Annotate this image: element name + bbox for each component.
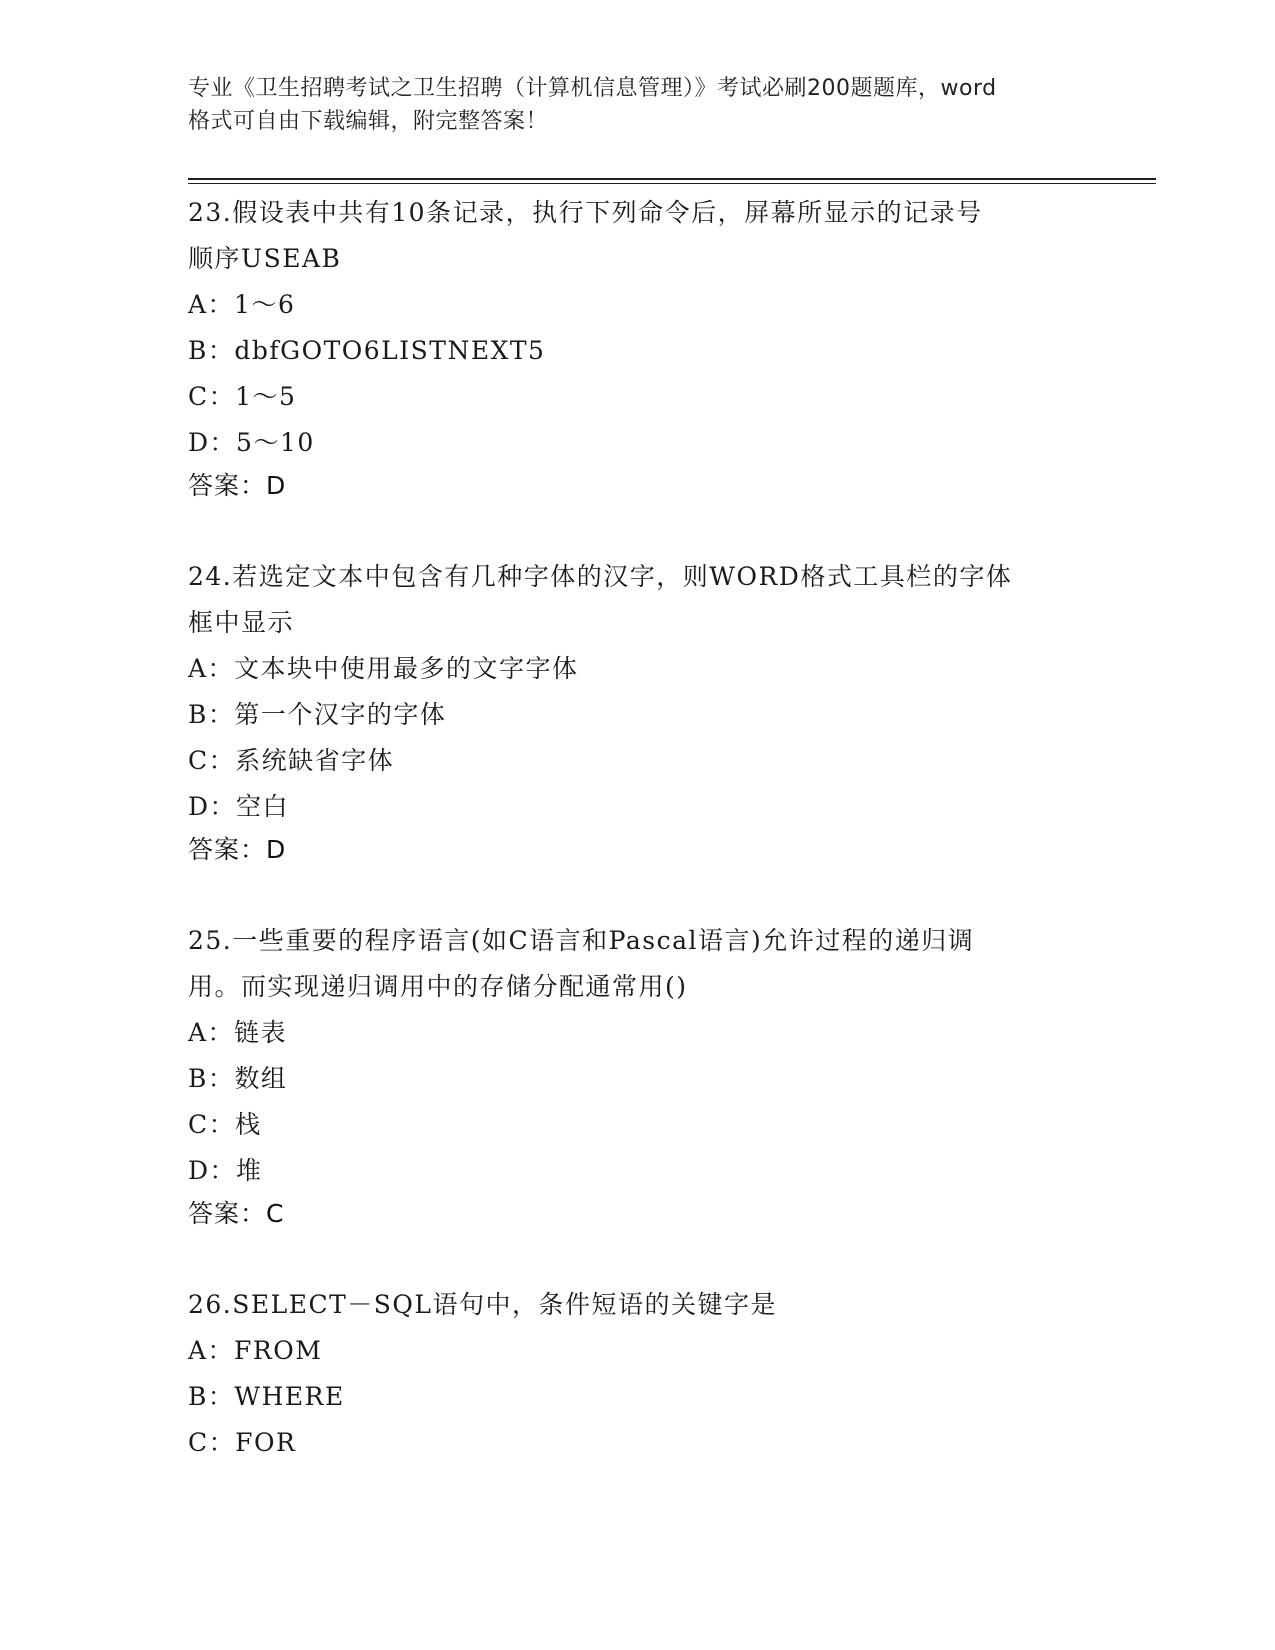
header-divider-thick <box>188 178 1156 180</box>
option-d: D：堆 <box>188 1156 263 1185</box>
question-stem-line-1: 23.假设表中共有10条记录，执行下列命令后，屏幕所显示的记录号 <box>188 198 983 227</box>
question-stem-line-2: 顺序USEAB <box>188 244 342 273</box>
option-a: A：FROM <box>188 1336 323 1365</box>
question-23 <box>188 190 1088 506</box>
question-24 <box>188 554 1088 870</box>
option-b: B：WHERE <box>188 1382 345 1411</box>
question-stem-line-1: 25.一些重要的程序语言(如C语言和Pascal语言)允许过程的递归调 <box>188 926 975 955</box>
option-d: D：空白 <box>188 792 290 821</box>
option-c: C：系统缺省字体 <box>188 746 395 775</box>
question-26 <box>188 1282 1088 1466</box>
option-c: C：FOR <box>188 1428 297 1457</box>
question-stem-line-1: 24.若选定文本中包含有几种字体的汉字，则WORD格式工具栏的字体 <box>188 562 1013 591</box>
question-list <box>188 190 1088 1514</box>
header-line-2: 格式可自由下载编辑，附完整答案！ <box>188 109 549 134</box>
option-b: B：第一个汉字的字体 <box>188 700 447 729</box>
option-d: D：5～10 <box>188 428 315 457</box>
answer-line: 答案：C <box>188 1199 285 1228</box>
option-a: A：文本块中使用最多的文字字体 <box>188 654 579 683</box>
option-c: C：1～5 <box>188 382 297 411</box>
option-b: B：dbfGOTO6LISTNEXT5 <box>188 336 546 365</box>
question-25 <box>188 918 1088 1234</box>
option-a: A：链表 <box>188 1018 288 1047</box>
question-stem-line-2: 框中显示 <box>188 608 295 637</box>
question-stem-line-2: 用。而实现递归调用中的存储分配通常用() <box>188 972 688 1001</box>
header-line-1: 专业《卫生招聘考试之卫生招聘（计算机信息管理）》考试必刷200题题库，word <box>188 76 997 101</box>
question-stem-line-1: 26.SELECT－SQL语句中，条件短语的关键字是 <box>188 1290 778 1319</box>
document-header <box>188 72 1108 138</box>
answer-line: 答案：D <box>188 835 287 864</box>
answer-line: 答案：D <box>188 471 287 500</box>
option-c: C：栈 <box>188 1110 262 1139</box>
header-divider-thin <box>188 183 1156 184</box>
option-b: B：数组 <box>188 1064 288 1093</box>
option-a: A：1～6 <box>188 290 296 319</box>
